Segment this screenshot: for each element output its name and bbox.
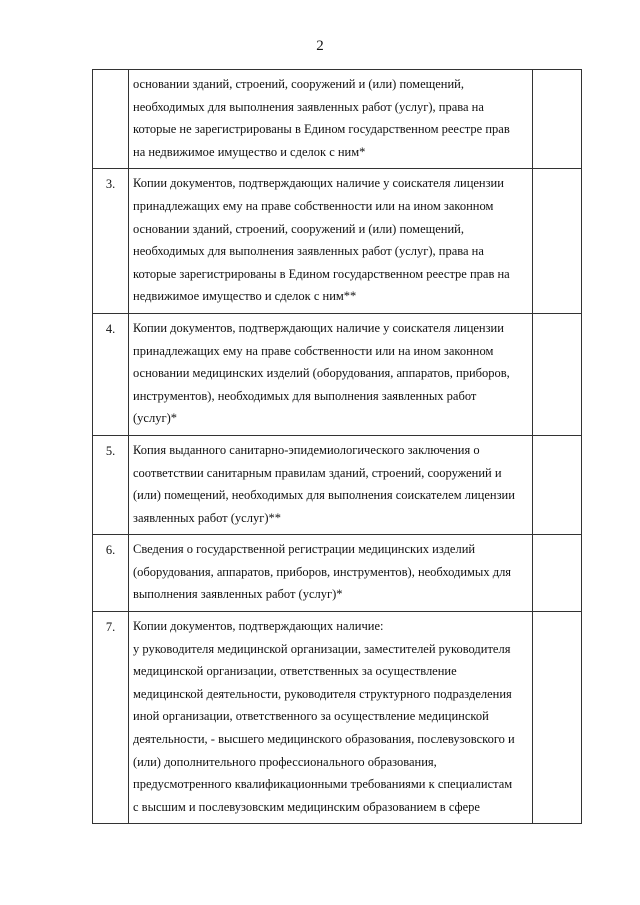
text-line: (услуг)*: [133, 411, 177, 426]
text-line: Копия выданного санитарно-эпидемиологического заключения о: [133, 442, 480, 457]
mark-cell: [533, 612, 582, 824]
row-number: 3.: [93, 169, 129, 314]
text-line: которые не зарегистрированы в Едином государственном реестре прав: [133, 122, 510, 137]
text-line: соответствии санитарным правилам зданий, строений, сооружений и: [133, 465, 502, 480]
text-line: необходимых для выполнения заявленных работ (услуг), права на: [133, 244, 484, 259]
row-description: [129, 169, 533, 314]
text-line: необходимых для выполнения заявленных работ (услуг), права на: [133, 99, 484, 114]
row-description: [129, 535, 533, 612]
text-line: предусмотренного квалификационными требованиями к специалистам: [133, 777, 513, 792]
text-line: основании зданий, строений, сооружений и (или) помещений,: [133, 77, 464, 91]
table-row: [93, 169, 582, 314]
text-line: медицинской организации, ответственных за осуществление: [133, 664, 457, 679]
row-description: [129, 435, 533, 534]
text-line: на недвижимое имущество и сделок с ним*: [133, 144, 366, 159]
text-line: (или) помещений, необходимых для выполнения соискателем лицензии: [133, 488, 515, 503]
text-line: которые зарегистрированы в Едином государственном реестре прав на: [133, 266, 510, 281]
text-line: (или) дополнительного профессионального образования,: [133, 754, 437, 769]
text-line: инструментов), необходимых для выполнения заявленных работ: [133, 388, 477, 403]
table-row: [93, 535, 582, 612]
text-line: Сведения о государственной регистрации медицинских изделий: [133, 542, 476, 557]
text-line: иной организации, ответственного за осуществление медицинской: [133, 709, 489, 724]
row-number: [93, 70, 129, 169]
text-line: заявленных работ (услуг)**: [133, 510, 281, 525]
text-line: Копии документов, подтверждающих наличие у соискателя лицензии: [133, 176, 504, 191]
text-line: недвижимое имущество и сделок с ним**: [133, 289, 357, 304]
table-row: [93, 313, 582, 435]
mark-cell: [533, 313, 582, 435]
mark-cell: [533, 169, 582, 314]
text-line: выполнения заявленных работ (услуг)*: [133, 587, 343, 602]
mark-cell: [533, 435, 582, 534]
table-row: [93, 612, 582, 824]
page-number: 2: [316, 38, 324, 54]
text-line: (оборудования, аппаратов, приборов, инструментов), необходимых для: [133, 564, 512, 579]
text-line: основании медицинских изделий (оборудования, аппаратов, приборов,: [133, 366, 510, 381]
mark-cell: [533, 70, 582, 169]
text-line: медицинской деятельности, руководителя структурного подразделения: [133, 686, 512, 701]
row-description: [129, 313, 533, 435]
row-number: 7.: [93, 612, 129, 824]
table-row: [93, 70, 582, 169]
table-row: [93, 435, 582, 534]
text-line: с высшим и послевузовским медицинским образованием в сфере: [133, 799, 480, 814]
row-number: 6.: [93, 535, 129, 612]
text-line: у руководителя медицинской организации, заместителей руководителя: [133, 641, 511, 656]
row-description: [129, 70, 533, 169]
document-table: [92, 69, 582, 824]
mark-cell: [533, 535, 582, 612]
row-number: 5.: [93, 435, 129, 534]
text-line: деятельности, - высшего медицинского образования, послевузовского и: [133, 732, 515, 747]
text-line: Копии документов, подтверждающих наличие у соискателя лицензии: [133, 320, 504, 335]
text-line: основании зданий, строений, сооружений и (или) помещений,: [133, 221, 464, 236]
text-line: принадлежащих ему на праве собственности или на ином законном: [133, 198, 494, 213]
text-line: принадлежащих ему на праве собственности или на ином законном: [133, 343, 494, 358]
row-number: 4.: [93, 313, 129, 435]
row-description: [129, 612, 533, 824]
text-line: Копии документов, подтверждающих наличие:: [133, 619, 384, 634]
